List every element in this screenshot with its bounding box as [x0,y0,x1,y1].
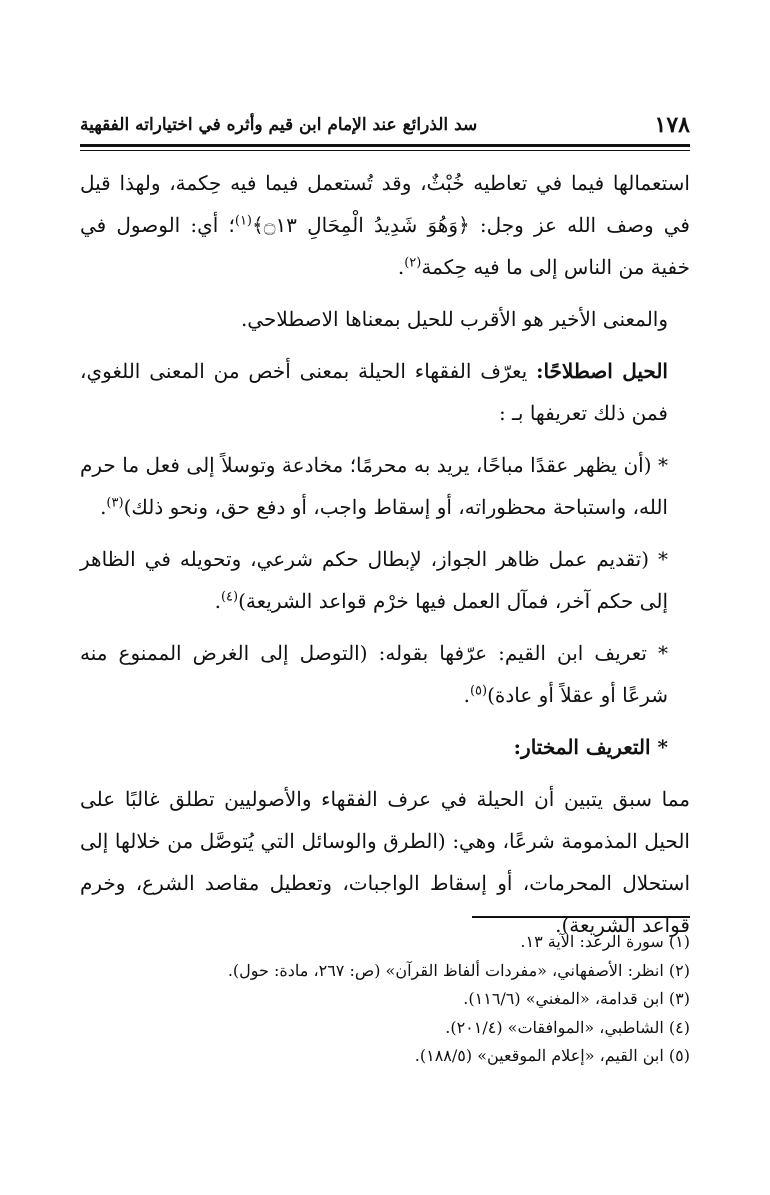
paragraph-1 [80,162,690,288]
footnote-ref-3: (٣) [106,495,124,511]
paragraph-1-end: . [397,255,405,279]
footnote-1 [80,928,690,957]
definition-3 [80,632,690,716]
definition-1-text: * (أن يظهر عقدًا مباحًا، يريد به محرمًا؛ مخادعة وتوسلاً إلى فعل ما حرم الله، واستباحة محظوراته، أو إسقاط واجب، أو دفع حق، ونحو ذلك) [80,453,668,519]
footnote-ref-4: (٤) [220,589,239,605]
paragraph-1-text: استعمالها فيما في تعاطيه خُبْثٌ، وقد تُستعمل فيما فيه حِكمة، ولهذا قيل في وصف الله عز وجل: ﴿وَهُوَ شَدِيدُ الْمِحَالِ ۝١٣﴾ [80,171,690,237]
definition-2 [80,538,690,622]
footnote-3-text: ابن قدامة، «المغني» (١١٦/٦). [463,989,664,1008]
definition-2-text: * (تقديم عمل ظاهر الجواز، لإبطال حكم شرعي، وتحويله في الظاهر إلى حكم آخر، فمآل العمل فيها خرْم قواعد الشريعة) [80,547,668,613]
paragraph-2: والمعنى الأخير هو الأقرب للحيل بمعناها الاصطلاحي. [240,307,668,331]
footnote-2 [80,957,690,986]
footnote-3-number: (٣) [668,989,690,1008]
paragraph-conclusion: مما سبق يتبين أن الحيلة في عرف الفقهاء والأصوليين تطلق غالبًا على الحيل المذمومة شرعًا، وهي: (الطرق والوسائل التي يُتوصَّل من خلالها إلى استحلال المحرمات، أو إسقاط الواجبات، وتعطيل مقاصد الشرع، وخرم قواعد الشريعة). [80,787,691,937]
page-header [80,108,690,142]
definition-3-end: . [463,683,470,707]
paragraph-1-continuation: ؛ أي: الوصول في خفية من الناس إلى ما فيه حِكمة [80,213,690,279]
page-number: ١٧٨ [654,112,690,138]
footnote-ref-1: (١) [234,213,252,229]
footnotes [80,928,690,1071]
definition-1-end: . [100,495,107,519]
paragraph-3 [80,350,690,434]
main-text [80,162,690,956]
footnote-5-number: (٥) [668,1046,690,1065]
footnote-1-number: (١) [668,932,690,951]
running-title: سد الذرائع عند الإمام ابن قيم وأثره في اختياراته الفقهية [80,115,478,135]
footnote-5 [80,1042,690,1071]
footnote-5-text: ابن القيم، «إعلام الموقعين» (١٨٨/٥). [414,1046,664,1065]
header-rule [80,144,690,151]
footnote-2-text: انظر: الأصفهاني، «مفردات ألفاظ القرآن» (ص: ٢٦٧، مادة: حول). [227,960,664,980]
footnote-ref-2: (٢) [404,255,422,271]
footnote-4 [80,1014,690,1043]
definition-2-end: . [214,589,221,613]
definition-3-text: * تعريف ابن القيم: عرّفها بقوله: (التوصل إلى الغرض الممنوع منه شرعًا أو عقلاً أو عادة) [80,641,668,707]
chosen-definition-heading: * التعريف المختار: [513,735,668,759]
footnote-2-number: (٢) [668,960,690,980]
footnote-ref-5: (٥) [469,683,488,699]
paragraph-3-text: يعرّف الفقهاء الحيلة بمعنى أخص من المعنى اللغوي، فمن ذلك تعريفها بـ : [80,359,668,425]
footnote-3 [80,985,690,1014]
footnote-4-text: الشاطبي، «الموافقات» (٢٠١/٤). [445,1017,664,1037]
definition-1 [80,444,690,528]
footnote-4-number: (٤) [668,1017,690,1037]
section-label-hiyal: الحيل اصطلاحًا: [536,359,668,383]
footnote-1-text: سورة الرعد: الآية ١٣. [520,932,664,951]
footnote-rule [472,916,690,918]
